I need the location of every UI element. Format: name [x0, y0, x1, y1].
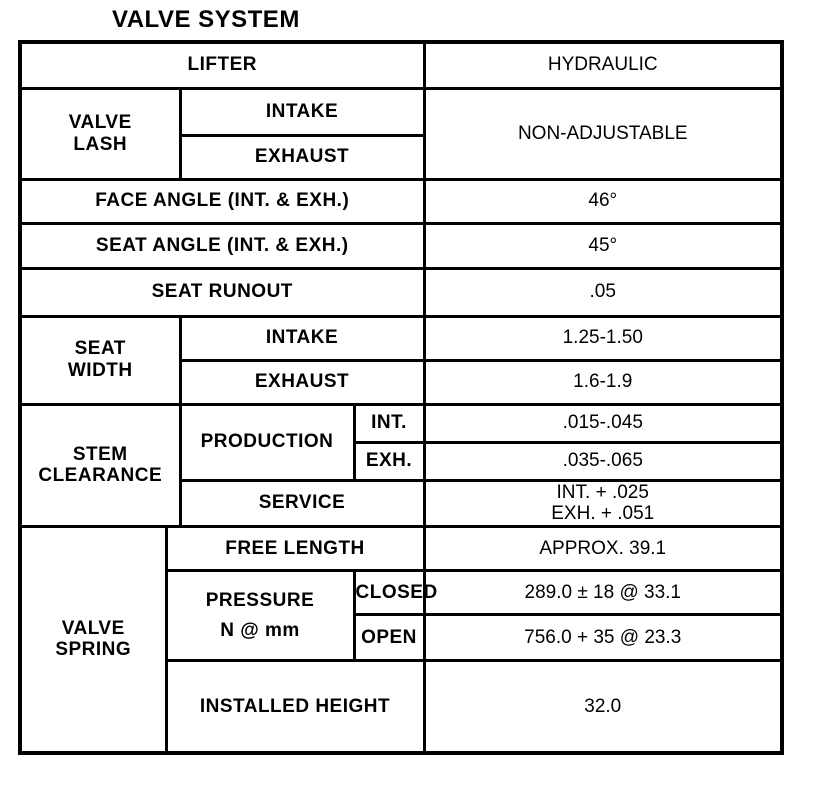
seat-width-label-line1: SEAT	[74, 338, 126, 360]
stem-clearance-production-label: PRODUCTION	[180, 404, 354, 480]
free-length-value: APPROX. 39.1	[424, 527, 782, 571]
valve-spring-label-line2: SPRING	[55, 639, 132, 661]
lifter-value: HYDRAULIC	[424, 42, 782, 88]
page-title: VALVE SYSTEM	[112, 6, 300, 33]
seat-runout-value: .05	[424, 268, 782, 316]
valve-lash-label	[20, 88, 180, 179]
seat-width-intake-value: 1.25-1.50	[424, 316, 782, 360]
row-seat-angle	[20, 223, 782, 268]
valve-system-table	[18, 40, 784, 755]
stem-clearance-int-label: INT.	[354, 404, 424, 442]
installed-height-value: 32.0	[424, 661, 782, 753]
row-lifter	[20, 42, 782, 88]
row-seat-width-intake	[20, 316, 782, 360]
closed-label: CLOSED	[354, 571, 424, 615]
pressure-label	[166, 571, 354, 661]
valve-lash-label-line2: LASH	[73, 133, 128, 155]
stem-clearance-service-value	[424, 480, 782, 527]
seat-width-exhaust-value: 1.6-1.9	[424, 360, 782, 404]
stem-clearance-exh-value: .035-.065	[424, 442, 782, 480]
stem-clearance-int-value: .015-.045	[424, 404, 782, 442]
service-value-line1: INT. + .025	[556, 481, 649, 503]
seat-width-label-line2: WIDTH	[67, 360, 133, 381]
row-face-angle	[20, 179, 782, 223]
row-valve-lash-intake	[20, 88, 782, 135]
seat-width-label	[20, 316, 180, 404]
seat-angle-label: SEAT ANGLE (INT. & EXH.)	[20, 223, 424, 268]
seat-width-intake-label: INTAKE	[180, 316, 424, 360]
valve-lash-label-line1: VALVE	[68, 111, 132, 133]
valve-spring-label	[20, 527, 166, 753]
face-angle-label: FACE ANGLE (INT. & EXH.)	[20, 179, 424, 223]
closed-value: 289.0 ± 18 @ 33.1	[424, 571, 782, 615]
service-value-line2: EXH. + .051	[551, 503, 655, 525]
lifter-label: LIFTER	[20, 42, 424, 88]
stem-clearance-label-line1: STEM	[72, 443, 128, 465]
valve-lash-value: NON-ADJUSTABLE	[424, 88, 782, 179]
stem-clearance-label	[20, 404, 180, 527]
seat-width-exhaust-label: EXHAUST	[180, 360, 424, 404]
valve-lash-intake-label: INTAKE	[180, 88, 424, 135]
pressure-label-line1: PRESSURE	[205, 589, 315, 611]
valve-spring-label-line1: VALVE	[61, 617, 125, 639]
row-stem-clearance-int	[20, 404, 782, 442]
installed-height-label: INSTALLED HEIGHT	[166, 661, 424, 753]
open-value: 756.0 + 35 @ 23.3	[424, 615, 782, 661]
row-valve-spring-free-length	[20, 527, 782, 571]
stem-clearance-service-label: SERVICE	[180, 480, 424, 527]
free-length-label: FREE LENGTH	[166, 527, 424, 571]
face-angle-value: 46°	[424, 179, 782, 223]
valve-lash-exhaust-label: EXHAUST	[180, 135, 424, 179]
open-label: OPEN	[354, 615, 424, 661]
stem-clearance-label-line2: CLEARANCE	[38, 465, 163, 487]
seat-angle-value: 45°	[424, 223, 782, 268]
row-seat-runout	[20, 268, 782, 316]
pressure-label-line2: N @ mm	[220, 619, 300, 641]
stem-clearance-exh-label: EXH.	[354, 442, 424, 480]
seat-runout-label: SEAT RUNOUT	[20, 268, 424, 316]
